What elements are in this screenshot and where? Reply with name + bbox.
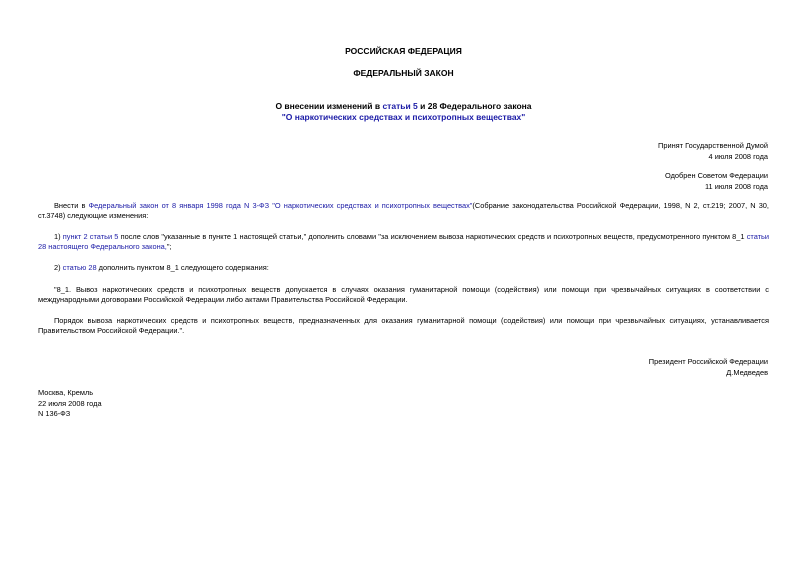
law-number: N 136-ФЗ xyxy=(38,409,71,418)
quote-paragraph-1: "8_1. Вывоз наркотических средств и психотропных веществ допускается в случаях оказания гуманитарной помощи (содействия) или помощи при чрезвычайных ситуациях в соответствии с международными договорами Российской Федерации либо актами Правительства Российской Федерации. xyxy=(38,285,769,304)
council-label: Одобрен Советом Федерации xyxy=(665,171,768,180)
signing-place: Москва, Кремль xyxy=(38,388,94,397)
signature-name: Д.Медведев xyxy=(726,367,768,377)
law-title-prefix: О внесении изменений в xyxy=(275,101,383,111)
doc-type-heading: ФЕДЕРАЛЬНЫЙ ЗАКОН xyxy=(353,68,454,78)
item-2-paragraph: 2) статью 28 дополнить пунктом 8_1 следующего содержания: xyxy=(54,263,269,272)
link-article-5-point-2[interactable]: пункт 2 статьи 5 xyxy=(62,232,119,241)
law-title-middle: и 28 Федерального закона xyxy=(417,101,532,111)
quote-paragraph-2: Порядок вывоза наркотических средств и психотропных веществ, предназначенных для оказания гуманитарной помощи (содействия) или помощи при чрезвычайных ситуациях, устанавливается Правительством Российской Федерации.". xyxy=(38,316,769,335)
link-article-28[interactable]: статьи 28 настоящего Федерального закона, xyxy=(38,232,770,251)
link-federal-law[interactable]: Федеральный закон от 8 января 1998 года N 3-ФЗ xyxy=(88,201,270,210)
title-link-law[interactable]: "О наркотических средствах и психотропных веществах" xyxy=(281,112,526,122)
signature-position: Президент Российской Федерации xyxy=(648,357,768,366)
law-title-line2[interactable] xyxy=(0,112,807,123)
duma-adoption xyxy=(658,141,768,162)
signing-date: 22 июля 2008 года xyxy=(38,398,102,408)
signature-block xyxy=(649,357,768,378)
council-date: 11 июля 2008 года xyxy=(705,181,768,191)
intro-paragraph: Внести в Федеральный закон от 8 января 1998 года N 3-ФЗ "О наркотических средствах и психотропных веществах"(Собрание законодательства Российской Федерации, 1998, N 2, ст.219; 2007, N 30, ст.3748) следующие изменения: xyxy=(38,201,769,220)
link-law-name[interactable]: "О наркотических средствах и психотропных веществах" xyxy=(272,201,473,210)
title-link-articles[interactable]: статьи 5 xyxy=(382,101,418,111)
council-approval xyxy=(665,171,768,192)
item-1-paragraph: 1) пункт 2 статьи 5 после слов "указанные в пункте 1 настоящей статьи," дополнить словами "за исключением вывоза наркотических средств и психотропных веществ, предусмотренного пунктом 8_1 статьи 28 настоящего Федерального закона,"; xyxy=(38,232,770,251)
country-heading: РОССИЙСКАЯ ФЕДЕРАЦИЯ xyxy=(345,46,462,56)
law-title-line1 xyxy=(0,101,807,112)
link-article-28-item2[interactable]: статью 28 xyxy=(62,263,97,272)
duma-date: 4 июля 2008 года xyxy=(708,151,768,161)
duma-label: Принят Государственной Думой xyxy=(658,141,768,150)
signing-details xyxy=(38,388,102,420)
